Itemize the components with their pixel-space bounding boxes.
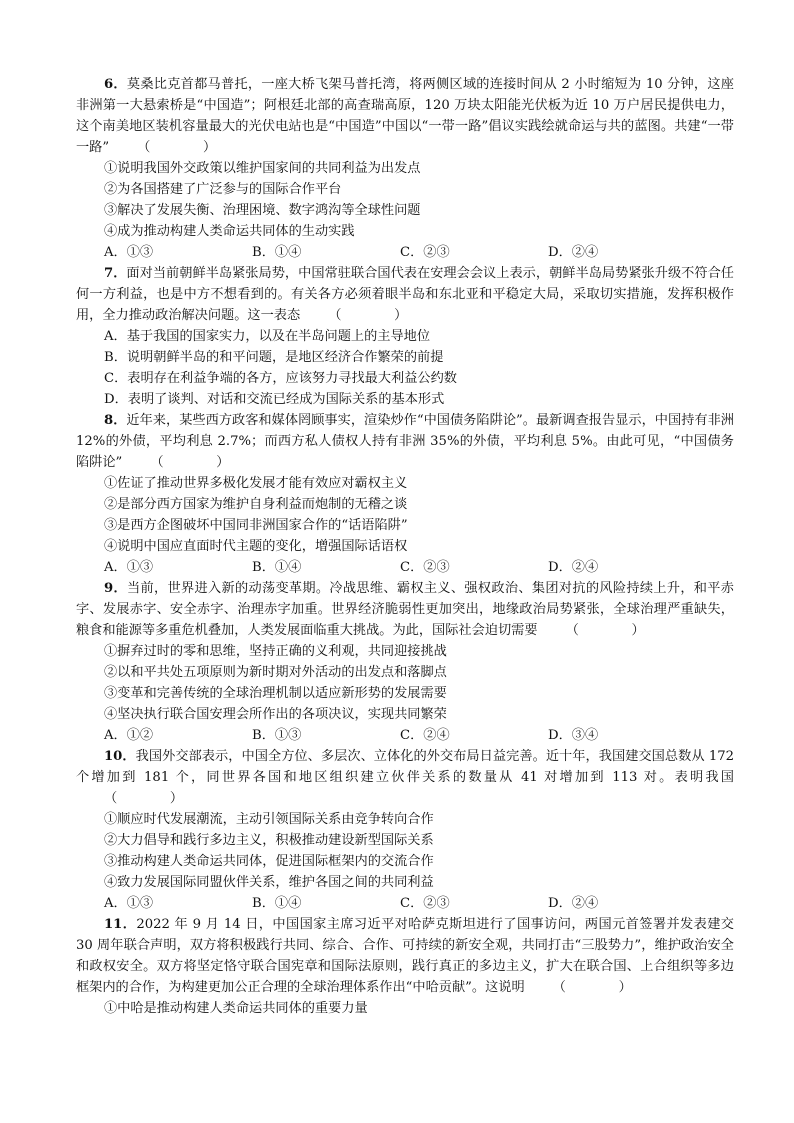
choice-c: C．②③ — [400, 560, 450, 575]
answer-paren: （ ） — [137, 140, 217, 155]
option-4: ④说明中国应直面时代主题的变化，增强国际话语权 — [104, 539, 408, 554]
choice-d: D．②④ — [548, 245, 599, 260]
question-stem — [76, 578, 734, 641]
option-b: B．说明朝鲜半岛的和平问题，是地区经济合作繁荣的前提 — [104, 350, 444, 365]
choice-c: C．②③ — [400, 245, 450, 260]
option-3: ③变革和完善传统的全球治理机制以适应新形势的发展需要 — [104, 686, 447, 701]
choice-d: D．②④ — [548, 896, 599, 911]
answer-paren: （ ） — [150, 455, 230, 470]
answer-choices — [76, 557, 734, 578]
choice-c: C．②③ — [400, 896, 450, 911]
option-4: ④坚决执行联合国安理会所作出的各项决议，实现共同繁荣 — [104, 707, 447, 722]
option-1: ①顺应时代发展潮流，主动引领国际关系由竞争转向合作 — [104, 812, 434, 827]
question-6 — [76, 74, 734, 263]
answer-paren: （ ） — [552, 980, 632, 995]
option-4: ④致力发展国际同盟伙伴关系，维护各国之间的共同利益 — [104, 875, 434, 890]
question-stem — [76, 74, 734, 158]
question-text: 我国外交部表示，中国全方位、多层次、立体化的外交布局日益完善。近十年，我国建交国总数从 172 个增加到 181 个，同世界各国和地区组织建立伙伴关系的数量从 41 对增加到 113 对。表明我国 — [76, 749, 735, 785]
answer-paren: （ ） — [328, 308, 408, 323]
option-3: ③推动构建人类命运共同体，促进国际框架内的交流合作 — [104, 854, 434, 869]
question-10 — [76, 746, 734, 914]
option-2: ②以和平共处五项原则为新时期对外活动的出发点和落脚点 — [104, 665, 447, 680]
option-3: ③是西方企图破坏中国同非洲国家合作的“话语陷阱” — [104, 518, 408, 533]
question-number: 7． — [104, 266, 127, 281]
answer-paren: （ ） — [104, 791, 184, 806]
option-2: ②为各国搭建了广泛参与的国际合作平台 — [104, 182, 342, 197]
answer-paren: （ ） — [565, 623, 645, 638]
question-number: 8． — [104, 413, 127, 428]
option-d: D．表明了谈判、对话和交流已经成为国际关系的基本形式 — [104, 392, 445, 407]
option-2: ②是部分西方国家为维护自身利益而炮制的无稽之谈 — [104, 497, 408, 512]
choice-b: B．①④ — [252, 245, 302, 260]
option-3: ③解决了发展失衡、治理困境、数字鸿沟等全球性问题 — [104, 203, 421, 218]
answer-choices — [76, 242, 734, 263]
option-4: ④成为推动构建人类命运共同体的生动实践 — [104, 224, 355, 239]
choice-d: D．②④ — [548, 560, 599, 575]
question-text: 近年来，某些西方政客和媒体罔顾事实，渲染炒作“中国债务陷阱论”。最新调查报告显示，中国持有非洲 12%的外债，平均利息 2.7%；而西方私人债权人持有非洲 35%的外债，平均利息 5%。由此可见，“中国债务陷阱论” — [76, 413, 734, 470]
option-a: A．基于我国的国家实力，以及在半岛问题上的主导地位 — [104, 329, 431, 344]
option-1: ①说明我国外交政策以维护国家间的共同利益为出发点 — [104, 161, 421, 176]
option-2: ②大力倡导和践行多边主义，积极推动建设新型国际关系 — [104, 833, 434, 848]
choice-a: A．①③ — [104, 896, 154, 911]
answer-choices — [76, 893, 734, 914]
question-stem — [76, 746, 734, 809]
question-stem — [76, 914, 734, 998]
question-text: 面对当前朝鲜半岛紧张局势，中国常驻联合国代表在安理会会议上表示，朝鲜半岛局势紧张升级不符合任何一方利益，也是中方不想看到的。有关各方必须着眼半岛和东北亚和平稳定大局，采取切实措施，发挥积极作用，全力推动政治解决问题。这一表态 — [76, 266, 734, 323]
question-11 — [76, 914, 734, 1019]
question-text: 莫桑比克首都马普托，一座大桥飞架马普托湾，将两侧区域的连接时间从 2 小时缩短为 10 分钟，这座非洲第一大悬索桥是“中国造”；阿根廷北部的高查瑞高原，120 万块太阳能光伏板为近 10 万户居民提供电力，这个南美地区装机容量最大的光伏电站也是“中国造”中国以“一带一路”倡议实践绘就命运与共的蓝图。共建“一带一路” — [76, 77, 734, 155]
question-text: 2022 年 9 月 14 日，中国国家主席习近平对哈萨克斯坦进行了国事访问，两国元首签署并发表建交 30 周年联合声明，双方将积极践行共同、综合、合作、可持续的新安全观，共同打击“三股势力”，维护政治安全和政权安全。双方将坚定恪守联合国宪章和国际法原则，践行真正的多边主义，扩大在联合国、上合组织等多边框架内的合作，为构建更加公正合理的全球治理体系作出“中哈贡献”。这说明 — [76, 917, 734, 995]
question-number: 11． — [104, 917, 137, 932]
choice-a: A．①③ — [104, 560, 154, 575]
question-8 — [76, 410, 734, 578]
question-9 — [76, 578, 734, 746]
question-number: 9． — [104, 581, 127, 596]
question-stem — [76, 410, 734, 473]
option-1: ①摒弃过时的零和思维，坚持正确的义利观，共同迎接挑战 — [104, 644, 447, 659]
choice-d: D．③④ — [548, 728, 599, 743]
choice-a: A．①③ — [104, 245, 154, 260]
choice-b: B．①③ — [252, 728, 302, 743]
option-c: C．表明存在利益争端的各方，应该努力寻找最大利益公约数 — [104, 371, 457, 386]
question-stem — [76, 263, 734, 326]
question-number: 6． — [104, 77, 127, 92]
question-number: 10． — [104, 749, 136, 764]
question-text: 当前，世界进入新的动荡变革期。冷战思维、霸权主义、强权政治、集团对抗的风险持续上升，和平赤字、发展赤字、安全赤字、治理赤字加重。世界经济脆弱性更加突出，地缘政治局势紧张，全球治理严重缺失，粮食和能源等多重危机叠加，人类发展面临重大挑战。为此，国际社会迫切需要 — [76, 581, 734, 638]
choice-b: B．①④ — [252, 560, 302, 575]
option-1: ①中哈是推动构建人类命运共同体的重要力量 — [104, 1001, 368, 1016]
answer-choices — [76, 725, 734, 746]
option-1: ①佐证了推动世界多极化发展才能有效应对霸权主义 — [104, 476, 408, 491]
choice-b: B．①④ — [252, 896, 302, 911]
choice-a: A．①② — [104, 728, 154, 743]
question-7 — [76, 263, 734, 410]
choice-c: C．②④ — [400, 728, 450, 743]
